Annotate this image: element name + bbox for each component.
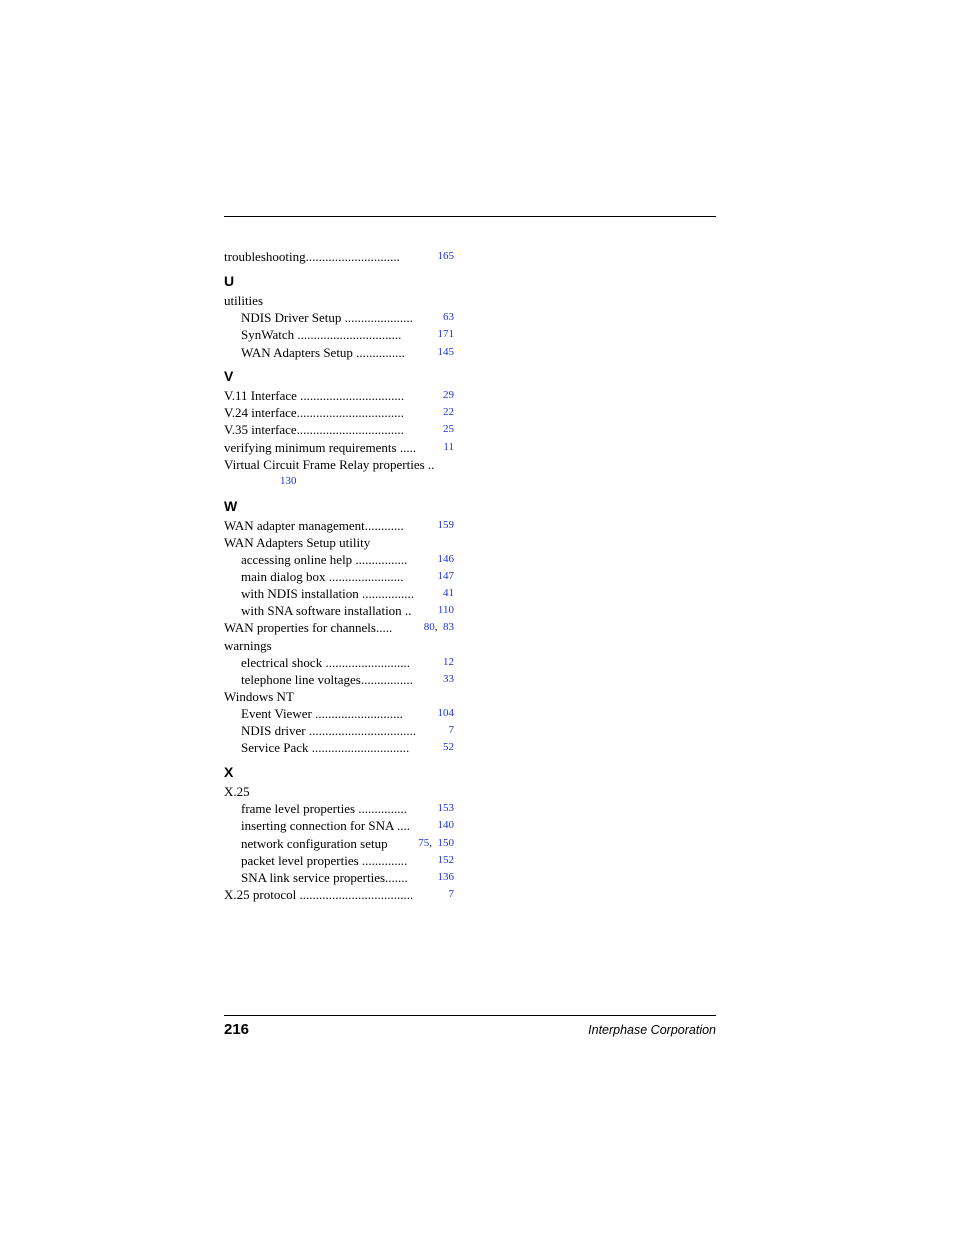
page-link[interactable]: 136: [437, 871, 454, 883]
page-link-b[interactable]: 83: [443, 621, 454, 633]
index-heading-x25: X.25: [224, 784, 250, 799]
section-letter-w: W: [224, 498, 238, 514]
section-letter-v: V: [224, 368, 234, 384]
entry-text: V.35 interface.................................: [224, 422, 404, 437]
index-heading-warnings: warnings: [224, 638, 272, 653]
page-number: 216: [224, 1021, 250, 1038]
page-link[interactable]: 165: [437, 250, 454, 262]
index-entry-packet-level: [241, 852, 454, 869]
index-entry-ndis-driver: [241, 722, 454, 739]
index-entry-x25-protocol: [224, 886, 454, 903]
page-link[interactable]: 52: [443, 741, 454, 753]
page-link[interactable]: 145: [437, 346, 454, 358]
page-link[interactable]: 12: [443, 656, 454, 668]
index-entry-v11: [224, 387, 454, 404]
index-entry-verifying: [224, 439, 454, 456]
entry-text: WAN Adapters Setup ...............: [241, 345, 405, 360]
entry-text: telephone line voltages................: [241, 672, 413, 687]
page-separator: ,: [434, 621, 438, 633]
page-link-b[interactable]: 150: [437, 837, 454, 849]
page-link[interactable]: 110: [437, 604, 454, 616]
index-entry-v24: [224, 404, 454, 421]
page-link[interactable]: 25: [443, 423, 454, 435]
index-entry-ndis-driver-setup: [241, 309, 454, 326]
index-entry-synwatch: [241, 326, 454, 343]
index-entry-wan-properties-channels: [224, 619, 454, 636]
entry-text: frame level properties ...............: [241, 801, 408, 816]
section-letter-u: U: [224, 273, 235, 289]
index-entry-troubleshooting: [224, 248, 454, 265]
index-entry-electrical-shock: [241, 654, 454, 671]
entry-text: accessing online help ................: [241, 552, 408, 567]
index-entry-wan-adapter-mgmt: [224, 517, 454, 534]
entry-text: troubleshooting.............................: [224, 249, 400, 264]
page-link[interactable]: 130: [280, 475, 297, 487]
entry-text: verifying minimum requirements .....: [224, 440, 417, 455]
page-link[interactable]: 171: [437, 328, 454, 340]
page-link[interactable]: 41: [443, 587, 454, 599]
index-entry-sna-link: [241, 869, 454, 886]
page-link[interactable]: 152: [437, 854, 454, 866]
index-entry-wan-adapters-setup: [241, 344, 454, 361]
entry-text: NDIS Driver Setup .....................: [241, 310, 413, 325]
index-entry-telephone-line: [241, 671, 454, 688]
page-separator: ,: [429, 837, 432, 849]
page-link[interactable]: 7: [448, 724, 454, 736]
entry-text: SNA link service properties.......: [241, 870, 408, 885]
page-link[interactable]: 11: [443, 441, 454, 453]
page-link[interactable]: 140: [437, 819, 454, 831]
page-link[interactable]: 159: [437, 519, 454, 531]
index-entry-v35: [224, 421, 454, 438]
entry-text: with NDIS installation ................: [241, 586, 414, 601]
page-link[interactable]: 29: [443, 389, 454, 401]
entry-text: inserting connection for SNA ....: [241, 818, 410, 833]
page-link[interactable]: 22: [443, 406, 454, 418]
section-letter-x: X: [224, 764, 234, 780]
page-link[interactable]: 7: [448, 888, 454, 900]
index-entry-with-sna: [241, 602, 454, 619]
index-heading-wan-adapters-setup-utility: WAN Adapters Setup utility: [224, 535, 371, 550]
entry-text: electrical shock ..........................: [241, 655, 410, 670]
page-link-a[interactable]: 80: [423, 621, 435, 633]
page-link-a[interactable]: 75: [418, 837, 430, 849]
page-link[interactable]: 63: [443, 311, 454, 323]
index-heading-utilities: utilities: [224, 293, 263, 308]
page-link[interactable]: 104: [437, 707, 454, 719]
index-entry-main-dialog: [241, 568, 454, 585]
page-link[interactable]: 147: [437, 570, 454, 582]
index-entry-frame-level: [241, 800, 454, 817]
index-entry-inserting-connection: [241, 817, 454, 834]
entry-text: network configuration setup: [241, 836, 388, 851]
entry-text: NDIS driver .................................: [241, 723, 417, 738]
entry-text: V.11 Interface ................................: [224, 388, 405, 403]
index-entry-virtual-circuit: Virtual Circuit Frame Relay properties ..: [224, 457, 435, 472]
index-entry-service-pack: [241, 739, 454, 756]
entry-text: Event Viewer ...........................: [241, 706, 403, 721]
index-entry-network-config: [241, 835, 454, 852]
entry-text: main dialog box .......................: [241, 569, 404, 584]
page-link[interactable]: 146: [437, 553, 454, 565]
index-entry-accessing-help: [241, 551, 454, 568]
page-link: [418, 835, 454, 852]
index-entry-with-ndis: [241, 585, 454, 602]
entry-text: WAN adapter management............: [224, 518, 404, 533]
company-name: Interphase Corporation: [588, 1023, 716, 1037]
entry-text: with SNA software installation ..: [241, 603, 412, 618]
footer-rule: [224, 1015, 716, 1016]
header-rule: [224, 216, 716, 217]
page-link: [424, 619, 454, 636]
index-entry-event-viewer: [241, 705, 454, 722]
page-link[interactable]: 153: [437, 802, 454, 814]
entry-text: X.25 protocol ...................................: [224, 887, 414, 902]
entry-text: Service Pack ..............................: [241, 740, 410, 755]
entry-text: packet level properties ..............: [241, 853, 408, 868]
entry-text: SynWatch ................................: [241, 327, 402, 342]
entry-text: V.24 interface.................................: [224, 405, 404, 420]
index-heading-windows-nt: Windows NT: [224, 689, 294, 704]
page-link[interactable]: 33: [443, 673, 454, 685]
entry-text: WAN properties for channels.....: [224, 620, 393, 635]
